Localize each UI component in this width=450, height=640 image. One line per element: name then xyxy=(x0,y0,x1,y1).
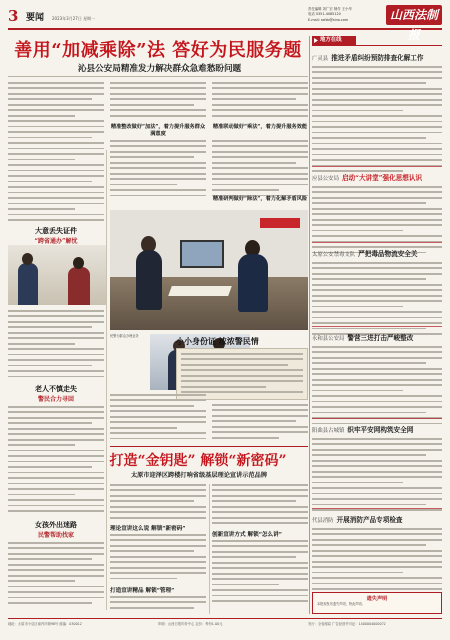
local-news-item xyxy=(312,172,442,257)
story3-headline: 女孩外出迷路 xyxy=(35,520,77,529)
item-title: 启动“大讲堂”强化思想认识 xyxy=(341,174,423,182)
bottom-subhead: 太原市迎泽区跨楼打响省级基层理论宣讲示范品牌 xyxy=(130,472,268,479)
story2-subhead: 警民合力寻回 xyxy=(37,396,74,403)
issue-date: 2023年3月27日 星期一 xyxy=(52,16,96,21)
article-subhead-3: 精准研判做好“除法”，着力化解矛盾风险 xyxy=(212,196,308,202)
article-subhead-2: 精准联动做好“乘法”，着力提升服务效能 xyxy=(212,124,308,130)
footer-address: 地址：太原市小店区南内环街98号 邮编：030012 xyxy=(8,622,82,626)
divider xyxy=(8,76,308,77)
item-title: 织牢平安网构筑安全网 xyxy=(347,426,414,434)
feature-title: 小小身份证 浓浓警民情 xyxy=(176,336,259,346)
story1-subhead: “跨省通办”解忧 xyxy=(34,238,78,245)
feature-box xyxy=(176,348,308,400)
bottom-text-col1b xyxy=(110,534,206,583)
notice-body: 本报现发布遗失声明，特此声明。 xyxy=(317,602,365,606)
story3-text xyxy=(8,542,104,608)
local-news-item xyxy=(312,424,442,515)
article-text-col3b xyxy=(212,140,308,200)
item-kicker: 广灵县 xyxy=(312,56,329,62)
item-kicker: 应县公安局 xyxy=(312,176,339,182)
bottom-text-col1 xyxy=(110,484,206,522)
item-kicker: 阳曲县古城镇 xyxy=(312,428,345,434)
page-number xyxy=(8,7,18,25)
item-title: 推进矛盾纠纷预防排查化解工作 xyxy=(331,54,424,62)
bottom-text-col2b xyxy=(212,540,308,606)
local-news-item xyxy=(312,332,442,428)
photo-police-service xyxy=(110,210,308,330)
editor-info xyxy=(308,7,388,23)
item-kicker: 永和县公安局 xyxy=(312,336,345,342)
page-number-value: 3 xyxy=(8,7,19,25)
bottom-divider xyxy=(110,446,308,447)
editor-line: 责任编辑 刘广宏 制作 王小华 xyxy=(308,7,352,11)
column-divider xyxy=(106,150,107,610)
local-news-column xyxy=(312,36,442,614)
main-subhead: 沁县公安局精准发力解决群众急难愁盼问题 xyxy=(77,64,242,74)
item-title: 警营三进打击严峻整改 xyxy=(347,334,414,342)
article-text-col3 xyxy=(212,82,308,120)
notice-box xyxy=(312,592,442,614)
phone-line: 电话 0351-4085120 xyxy=(308,12,341,17)
article-text-col1 xyxy=(8,82,104,225)
story1-text xyxy=(8,310,104,381)
bottom-text-col1c xyxy=(110,596,206,612)
article-text-lower-left xyxy=(110,394,206,443)
bottom-box-head-2: 创新宣讲方式 解锁“怎么讲” xyxy=(212,532,282,538)
bottom-column-divider xyxy=(209,484,210,614)
footer-license: 发行：全省邮局 广告经营许可证：1400004000072 xyxy=(308,622,386,626)
local-news-tag: 地方在线 xyxy=(312,36,356,45)
bottom-text-col2 xyxy=(212,484,308,528)
bottom-headline: 打造“金钥匙” 解锁“新密码” xyxy=(109,453,287,469)
item-kicker: 代县消防 xyxy=(312,518,334,524)
item-title: 严把毒品物流安全关 xyxy=(358,250,418,258)
article-text-col2 xyxy=(110,82,206,120)
right-column-divider xyxy=(309,36,310,614)
story3-subhead: 民警帮助找家 xyxy=(37,532,74,539)
local-news-item xyxy=(312,52,442,176)
notice-title: 遗失声明 xyxy=(366,596,388,602)
article-subhead-1: 精准整改做好“加法”，着力提升服务群众满意度 xyxy=(110,124,206,137)
main-headline: 善用“加减乘除”法 答好为民服务题 xyxy=(14,40,302,61)
story1-headline: 大意丢失证件 xyxy=(35,226,77,235)
story2-headline: 老人不慎走失 xyxy=(35,384,77,393)
item-title: 开展消防产品专项检查 xyxy=(336,516,403,524)
page-footer xyxy=(8,618,442,636)
article-text-lower-right xyxy=(212,404,308,442)
section-title: 要闻 xyxy=(26,13,45,23)
local-news-item xyxy=(312,514,442,599)
bottom-box-head-1: 理论宣讲这么说 解锁“新密码” xyxy=(110,526,186,532)
email-line: E-mail: ssfzb@sina.com xyxy=(308,17,349,22)
photo-caption: 民警为群众办理业务 xyxy=(110,334,139,338)
item-kicker: 太原公安禁毒支队 xyxy=(312,252,356,258)
newspaper-logo: 山西法制报 xyxy=(386,5,442,25)
bottom-box-head-3: 打造宣讲精品 解锁“管理” xyxy=(110,588,175,594)
photo-service-hall xyxy=(8,245,106,305)
article-text-col2b xyxy=(110,140,206,200)
footer-print: 印刷：山西日报印务中心 定价：每份1.00元 xyxy=(158,622,223,626)
